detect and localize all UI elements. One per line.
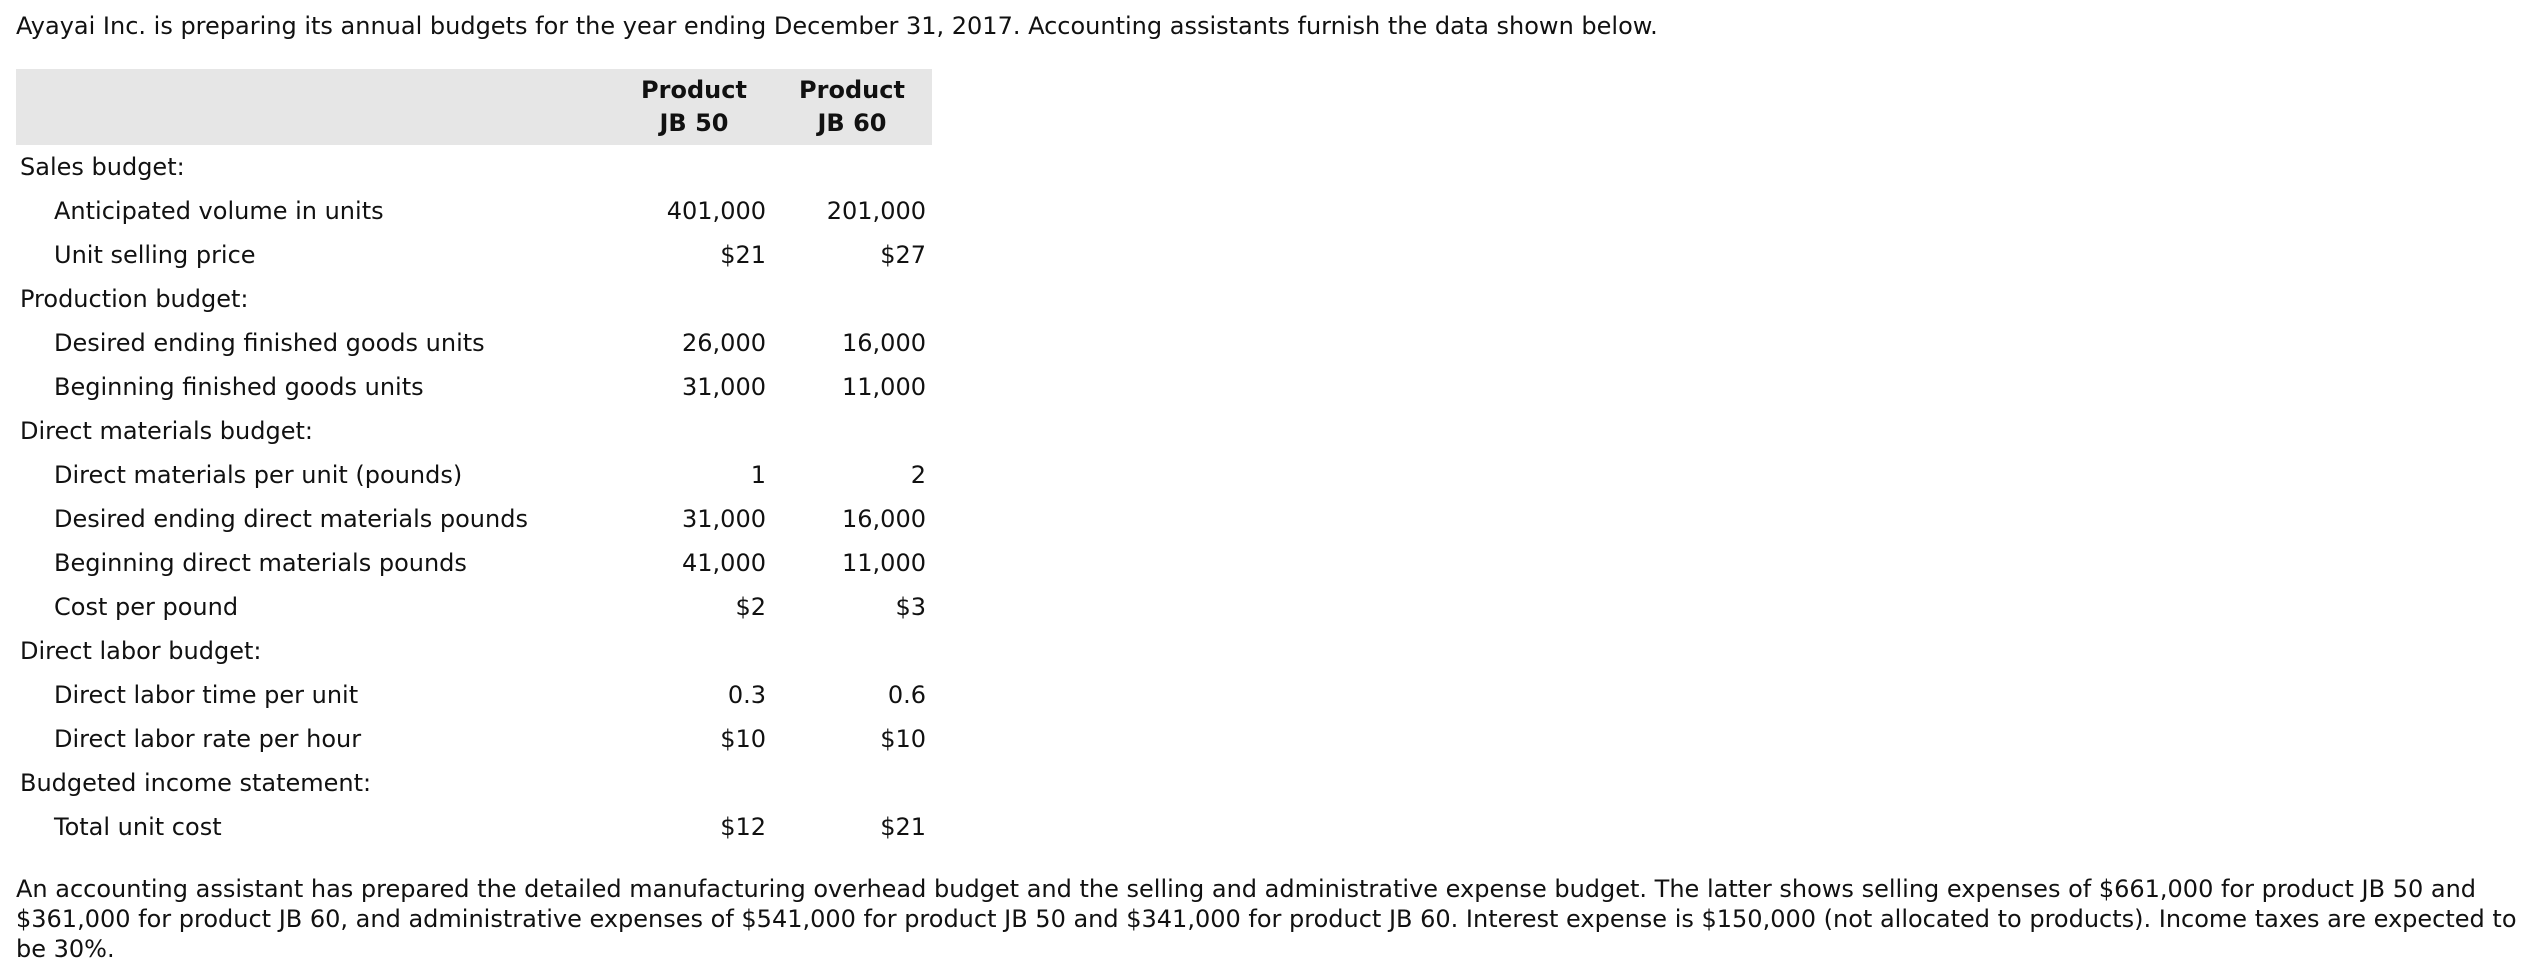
cell-jb60: 11,000: [842, 373, 926, 401]
cell-jb60: [772, 761, 932, 805]
cell-jb50: [616, 409, 772, 453]
cell-jb60: [772, 629, 932, 673]
cell-jb50: [616, 145, 772, 189]
table-row: [16, 585, 932, 629]
cell-jb50: [616, 277, 772, 321]
intro-paragraph: Ayayai Inc. is preparing its annual budgets for the year ending December 31, 2017. Accounting assistants furnish the data shown below.: [16, 12, 1658, 40]
cell-jb60: 16,000: [842, 505, 926, 533]
cell-jb60: [772, 409, 932, 453]
cell-jb60: 2: [910, 461, 926, 489]
row-label: Total unit cost: [54, 813, 222, 841]
column-header-line: Product: [641, 76, 747, 104]
section-row: [16, 277, 932, 321]
table-row: [16, 233, 932, 277]
cell-jb60: 0.6: [887, 681, 926, 709]
row-label: Direct materials budget:: [20, 417, 313, 445]
cell-jb60: [772, 277, 932, 321]
table-row: [16, 189, 932, 233]
row-label: Beginning direct materials pounds: [54, 549, 467, 577]
row-label: Production budget:: [20, 285, 249, 313]
cell-jb60: $27: [880, 241, 926, 269]
row-label: Beginning finished goods units: [54, 373, 424, 401]
table-row: [16, 365, 932, 409]
row-label: Sales budget:: [20, 153, 185, 181]
row-label: Unit selling price: [54, 241, 256, 269]
cell-jb60: $3: [895, 593, 926, 621]
table-header-row: [16, 69, 932, 145]
cell-jb50: 41,000: [682, 549, 766, 577]
row-label: Anticipated volume in units: [54, 197, 384, 225]
column-header-line: JB 50: [659, 109, 729, 137]
cell-jb60: 201,000: [826, 197, 926, 225]
table-row: [16, 321, 932, 365]
row-label: Budgeted income statement:: [20, 769, 372, 797]
closing-paragraph: An accounting assistant has prepared the detailed manufacturing overhead budget and the selling and administrative expense budget. The latter shows selling expenses of $661,000 for product JB 50 and $361,000 for product JB 60, and administrative expenses of $541,000 for product JB 50 and $341,000 for product JB 60. Interest expense is $150,000 (not allocated to products). Income taxes are expected to be 30%.: [16, 875, 2517, 963]
cell-jb60: [772, 145, 932, 189]
cell-jb50: 0.3: [727, 681, 766, 709]
cell-jb50: 31,000: [682, 373, 766, 401]
cell-jb50: 401,000: [666, 197, 766, 225]
cell-jb50: [616, 761, 772, 805]
cell-jb60: $10: [880, 725, 926, 753]
table-row: [16, 717, 932, 761]
row-label: Direct labor budget:: [20, 637, 262, 665]
section-row: [16, 409, 932, 453]
cell-jb60: 16,000: [842, 329, 926, 357]
row-label: Cost per pound: [54, 593, 239, 621]
table-row: [16, 497, 932, 541]
row-label: Desired ending direct materials pounds: [54, 505, 528, 533]
budget-data-table: [16, 69, 932, 849]
column-header-line: JB 60: [817, 109, 887, 137]
row-label: Direct materials per unit (pounds): [54, 461, 463, 489]
section-row: [16, 629, 932, 673]
cell-jb50: $10: [720, 725, 766, 753]
cell-jb50: $21: [720, 241, 766, 269]
cell-jb50: 31,000: [682, 505, 766, 533]
column-header-line: Product: [799, 76, 905, 104]
cell-jb50: [616, 629, 772, 673]
cell-jb50: $12: [720, 813, 766, 841]
column-header-jb60: [772, 69, 932, 145]
table-row: [16, 453, 932, 497]
row-label: Desired ending finished goods units: [54, 329, 485, 357]
table-row: [16, 805, 932, 849]
cell-jb50: 26,000: [682, 329, 766, 357]
column-header-jb50: [616, 69, 772, 145]
table-row: [16, 541, 932, 585]
section-row: [16, 761, 932, 805]
table-row: [16, 673, 932, 717]
section-row: [16, 145, 932, 189]
label-column-header: [16, 69, 616, 145]
cell-jb60: $21: [880, 813, 926, 841]
cell-jb50: 1: [750, 461, 766, 489]
cell-jb60: 11,000: [842, 549, 926, 577]
row-label: Direct labor rate per hour: [54, 725, 362, 753]
row-label: Direct labor time per unit: [54, 681, 359, 709]
cell-jb50: $2: [735, 593, 766, 621]
